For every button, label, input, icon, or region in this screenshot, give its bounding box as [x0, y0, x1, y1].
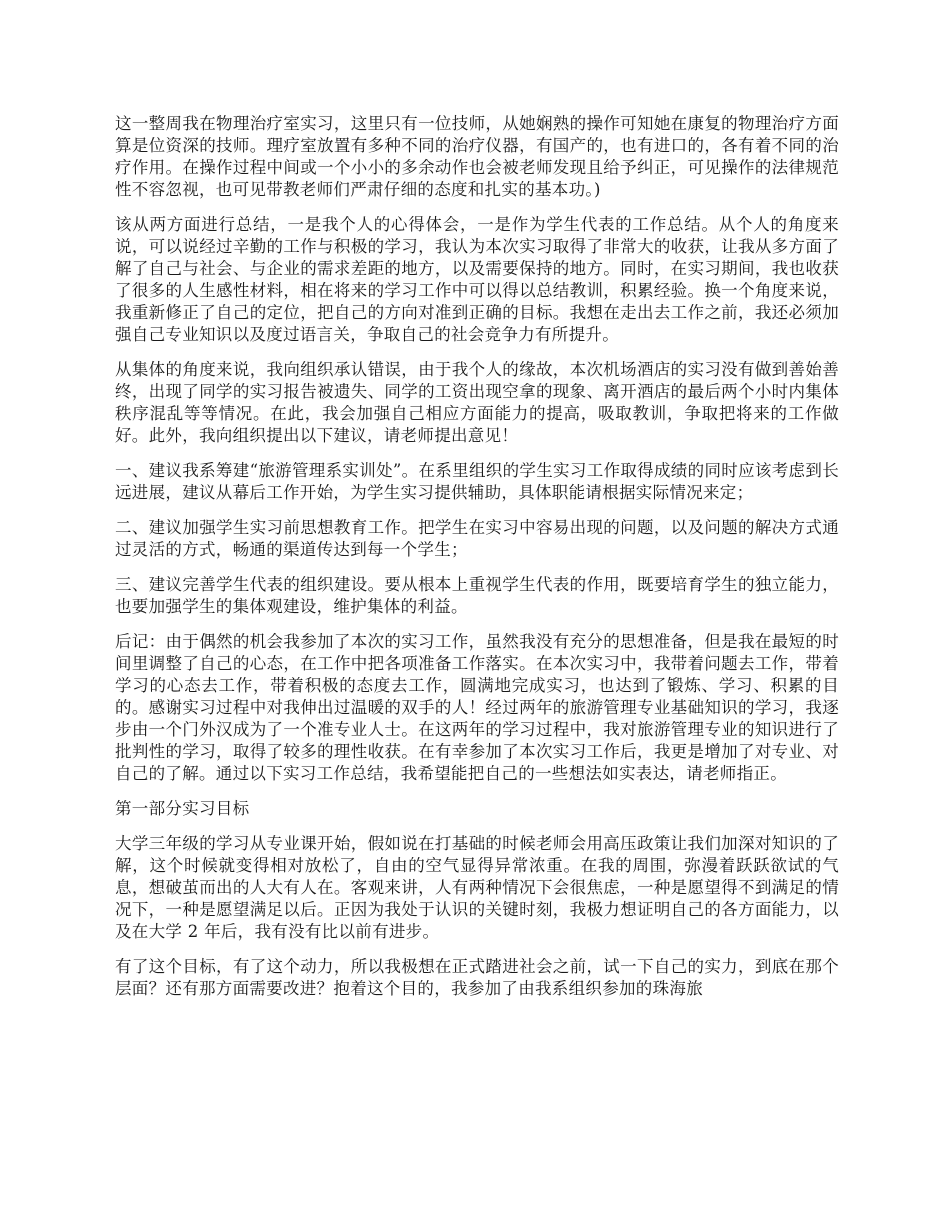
section-heading: 第一部分实习目标: [115, 799, 250, 818]
paragraph-suggestion-1: 一、建议我系筹建“旅游管理系实训处”。在系里组织的学生实习工作取得成绩的同时应该考虑到长远进展，建议从幕后工作开始，为学生实习提供辅助，具体职能请根据实际情况来定；: [115, 461, 839, 502]
paragraph-postscript: 后记：由于偶然的机会我参加了本次的实习工作，虽然我没有充分的思想准备，但是我在最短的时间里调整了自己的心态，在工作中把各项准备工作落实。在本次实习中，我带着问题去工作，带着学习的心态去工作，带着积极的态度去工作，圆满地完成实习，也达到了锻炼、学习、积累的目的。感谢实习过程中对我伸出过温暖的双手的人！经过两年的旅游管理专业基础知识的学习，我逐步由一个门外汉成为了一个准专业人士。在这两年的学习过程中，我对旅游管理专业的知识进行了批判性的学习，取得了较多的理性收获。在有幸参加了本次实习工作后，我更是增加了对专业、对自己的了解。通过以下实习工作总结，我希望能把自己的一些想法如实表达，请老师指正。: [115, 632, 839, 783]
document-page: [115, 113, 839, 1013]
paragraph-suggestion-3: 三、建议完善学生代表的组织建设。要从根本上重视学生代表的作用，既要培育学生的独立能力，也要加强学生的集体观建设，维护集体的利益。: [115, 575, 839, 616]
paragraph-personal-summary: 该从两方面进行总结，一是我个人的心得体会，一是作为学生代表的工作总结。从个人的角度来说，可以说经过辛勤的工作与积极的学习，我认为本次实习取得了非常大的收获，让我从多方面了解了自己与社会、与企业的需求差距的地方，以及需要保持的地方。同时，在实习期间，我也收获了很多的人生感性材料，相在将来的学习工作中可以得以总结教训，积累经验。换一个角度来说，我重新修正了自己的定位，把自己的方向对准到正确的目标。我想在走出去工作之前，我还必须加强自己专业知识以及度过语言关，争取自己的社会竞争力有所提升。: [115, 215, 839, 344]
paragraph-physio-internship: 这一整周我在物理治疗室实习，这里只有一位技师，从她娴熟的操作可知她在康复的物理治疗方面算是位资深的技师。理疗室放置有多种不同的治疗仪器，有国产的，也有进口的，各有着不同的治疗作用。在操作过程中间或一个小小的多余动作也会被老师发现且给予纠正，可见操作的法律规范性不容忽视，也可见带教老师们严肃仔细的态度和扎实的基本功。): [115, 114, 839, 199]
paragraph-junior-year: 大学三年级的学习从专业课开始，假如说在打基础的时候老师会用高压政策让我们加深对知识的了解，这个时候就变得相对放松了，自由的空气显得异常浓重。在我的周围，弥漫着跃跃欲试的气息，想破茧而出的人大有人在。客观来讲，人有两种情况下会很焦虑，一种是愿望得不到满足的情况下，一种是愿望满足以后。正因为我处于认识的关键时刻，我极力想证明自己的各方面能力，以及在大学 2 年后，我有没有比以前有进步。: [115, 834, 839, 941]
paragraph-suggestion-2: 二、建议加强学生实习前思想教育工作。把学生在实习中容易出现的问题，以及问题的解决方式通过灵活的方式，畅通的渠道传达到每一个学生；: [115, 518, 839, 559]
paragraph-collective-summary: 从集体的角度来说，我向组织承认错误，由于我个人的缘故，本次机场酒店的实习没有做到善始善终，出现了同学的实习报告被遗失、同学的工资出现空拿的现象、离开酒店的最后两个小时内集体秩序混乱等等情况。在此，我会加强自己相应方面能力的提高，吸取教训，争取把将来的工作做好。此外，我向组织提出以下建议，请老师提出意见！: [115, 360, 839, 445]
paragraph-goal-motivation: 有了这个目标，有了这个动力，所以我极想在正式踏进社会之前，试一下自己的实力，到底在那个层面？还有那方面需要改进？抱着这个目的，我参加了由我系组织参加的珠海旅: [115, 957, 839, 998]
